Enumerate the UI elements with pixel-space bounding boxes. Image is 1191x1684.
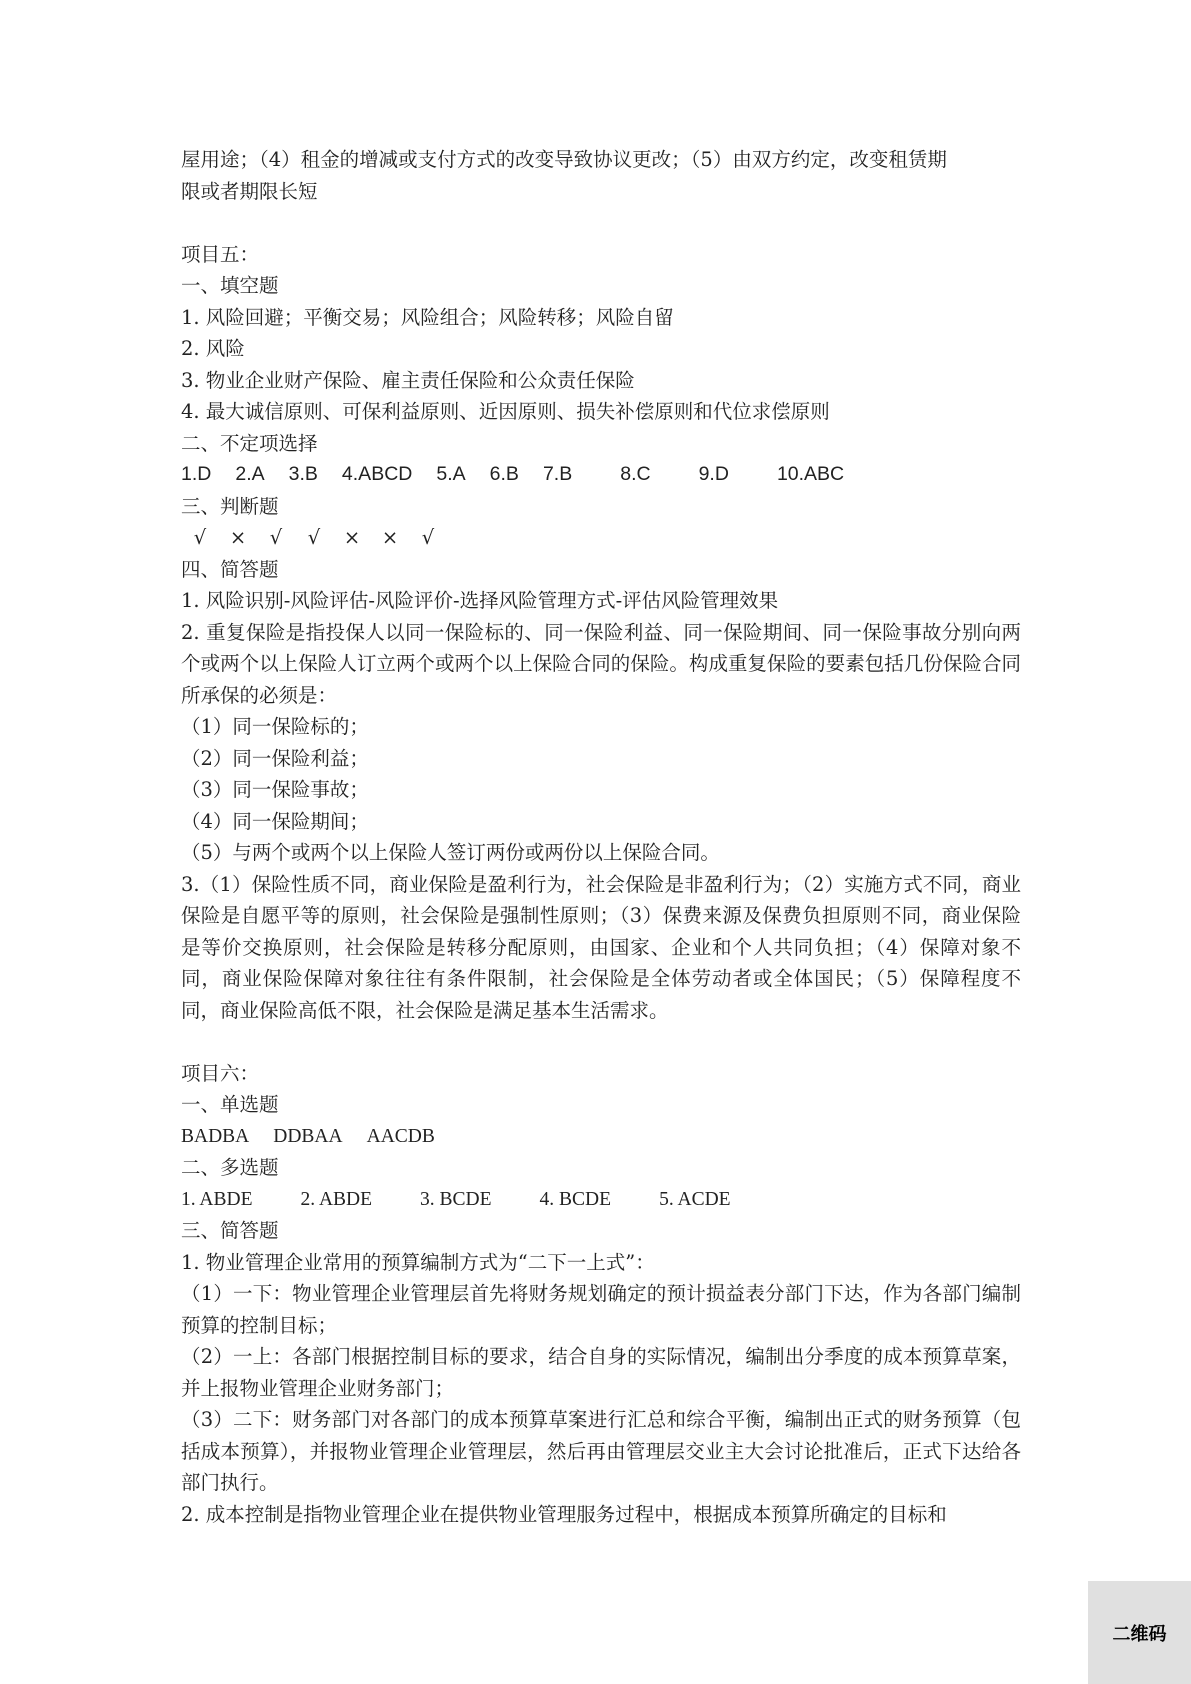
qr-code-placeholder: [1088, 1581, 1191, 1684]
p5-multiple-choice-heading: 二、不定项选择: [181, 431, 318, 455]
p6-mc-answer: 5. ACDE: [659, 1188, 731, 1210]
p6-short-answer-q2: 2. 成本控制是指物业管理企业在提供物业管理服务过程中，根据成本预算所确定的目标和: [181, 1502, 947, 1526]
continuation-line-2: 限或者期限长短: [181, 179, 318, 203]
p6-sc-answer: DDBAA: [273, 1125, 343, 1147]
p6-q1-item-1: （1）一下：物业管理企业管理层首先将财务规划确定的预计损益表分部门下达，作为各部门编制预算的控制目标；: [181, 1282, 1021, 1337]
judgment-mark: ×: [343, 526, 361, 549]
project5-title: 项目五：: [181, 242, 260, 266]
p6-short-answer-q1-intro: 1. 物业管理企业常用的预算编制方式为“二下一上式”：: [181, 1250, 655, 1274]
p5-mc-answer: 9.D: [698, 463, 729, 485]
p5-mc-answer: 3.B: [288, 463, 318, 485]
p6-mc-answer: 4. BCDE: [539, 1188, 612, 1210]
p6-q1-item-3: （3）二下：财务部门对各部门的成本预算草案进行汇总和综合平衡，编制出正式的财务预算（包括成本预算），并报物业管理企业管理层，然后再由管理层交业主大会讨论批准后，正式下达给各部门执行。: [181, 1408, 1021, 1494]
section-spacer: [181, 1026, 1021, 1058]
p5-fill-blank-item-2: 2. 风险: [181, 337, 245, 360]
p5-q2-item-1: （1）同一保险标的；: [181, 715, 369, 738]
p5-judgment-marks: [181, 522, 1021, 554]
p5-short-answer-heading: 四、简答题: [181, 557, 279, 581]
p6-single-choice-heading: 一、单选题: [181, 1093, 279, 1116]
p5-mc-answer: 7.B: [542, 463, 573, 485]
p5-q2-item-2: （2）同一保险利益；: [181, 746, 369, 770]
p5-short-answer-q2-intro: 2. 重复保险是指投保人以同一保险标的、同一保险利益、同一保险期间、同一保险事故分别向两个或两个以上保险人订立两个或两个以上保险合同的保险。构成重复保险的要素包括几份保险合同所承保的必须是：: [181, 620, 1021, 707]
p5-q2-item-5: （5）与两个或两个以上保险人签订两份或两份以上保险合同。: [181, 841, 720, 864]
p6-single-choice-answers: [181, 1121, 1021, 1153]
p5-judgment-heading: 三、判断题: [181, 494, 279, 518]
p6-mc-answer: 1. ABDE: [181, 1188, 253, 1210]
p5-q2-item-3: （3）同一保险事故；: [181, 778, 369, 801]
judgment-mark: √: [193, 526, 207, 549]
p5-fill-blank-item-3: 3. 物业企业财产保险、雇主责任保险和公众责任保险: [181, 368, 635, 392]
section-spacer: [181, 207, 1021, 239]
p5-mc-answer: 10.ABC: [776, 463, 845, 485]
p5-multiple-choice-answers: [181, 459, 1021, 491]
p5-mc-answer: 5.A: [436, 463, 466, 485]
document-body: [181, 144, 1021, 1530]
p5-short-answer-q1: 1. 风险识别-风险评估-风险评价-选择风险管理方式-评估风险管理效果: [181, 589, 779, 612]
judgment-mark: √: [307, 526, 321, 549]
judgment-mark: ×: [229, 526, 247, 549]
p6-q1-item-2: （2）一上：各部门根据控制目标的要求，结合自身的实际情况，编制出分季度的成本预算草案，并上报物业管理企业财务部门；: [181, 1345, 1021, 1400]
p6-sc-answer: AACDB: [366, 1125, 435, 1147]
judgment-mark: √: [269, 526, 283, 549]
p6-sc-answer: BADBA: [181, 1125, 250, 1147]
p5-fill-blank-item-1: 1. 风险回避；平衡交易；风险组合；风险转移；风险自留: [181, 305, 674, 329]
p5-short-answer-q3: 3.（1）保险性质不同，商业保险是盈利行为，社会保险是非盈利行为；（2）实施方式不同，商业保险是自愿平等的原则，社会保险是强制性原则；（3）保费来源及保费负担原则不同，商业保险是等价交换原则，社会保险是转移分配原则，由国家、企业和个人共同负担；（4）保障对象不同，商业保险保障对象往往有条件限制，社会保险是全体劳动者或全体国民；（5）保障程度不同，商业保险高低不限，社会保险是满足基本生活需求。: [181, 872, 1021, 1022]
p5-q2-item-4: （4）同一保险期间；: [181, 809, 369, 833]
p5-mc-answer: 4.ABCD: [341, 463, 413, 485]
p6-short-answer-heading: 三、简答题: [181, 1219, 279, 1242]
p5-mc-answer: 6.B: [489, 463, 519, 485]
continuation-line-1: 屋用途；（4）租金的增减或支付方式的改变导致协议更改；（5）由双方约定，改变租赁期: [181, 148, 947, 171]
p5-mc-answer: 2.A: [235, 463, 265, 485]
judgment-mark: ×: [381, 526, 399, 549]
qr-code-label: 二维码: [1112, 1623, 1167, 1645]
p6-multi-choice-answers: [181, 1184, 1021, 1216]
p5-mc-answer: 1.D: [181, 463, 212, 485]
p5-fill-blank-heading: 一、填空题: [181, 274, 279, 297]
judgment-mark: √: [421, 526, 435, 549]
p6-mc-answer: 2. ABDE: [300, 1188, 373, 1210]
p6-mc-answer: 3. BCDE: [420, 1188, 492, 1210]
p5-fill-blank-item-4: 4. 最大诚信原则、可保利益原则、近因原则、损失补偿原则和代位求偿原则: [181, 400, 830, 423]
p6-multi-choice-heading: 二、多选题: [181, 1156, 279, 1179]
p5-mc-answer: 8.C: [620, 463, 651, 485]
project6-title: 项目六：: [181, 1061, 260, 1085]
